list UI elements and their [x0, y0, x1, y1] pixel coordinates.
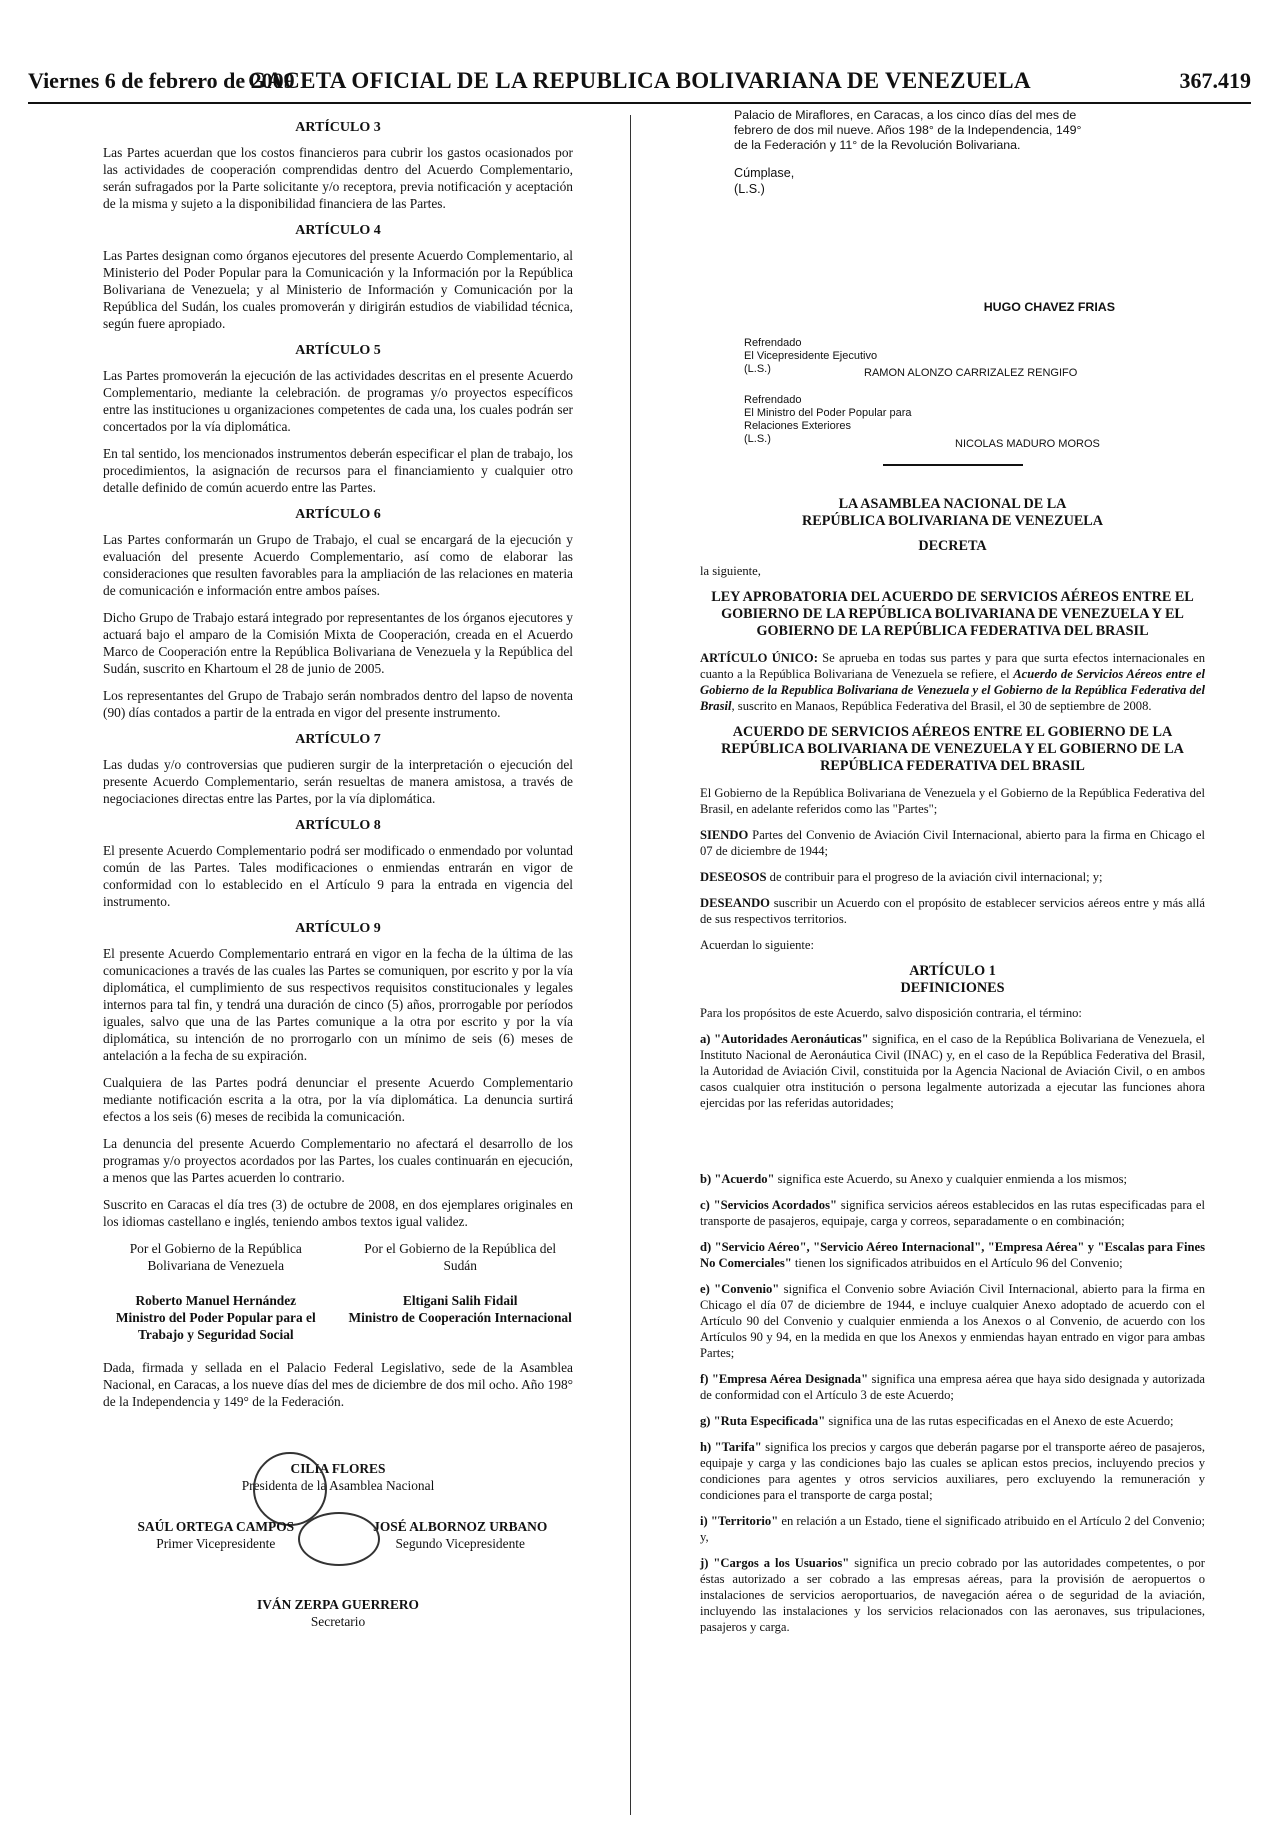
- article-5-p1: Las Partes promoverán la ejecución de las actividades descritas en el presente Acuerdo Complementario, mediante la celebración. de programas y/o proyectos específicos entre las instituciones u organizaciones competentes de cada una, los cuales podrán ser concertados por la vía diplomática.: [103, 368, 573, 434]
- article-8-text: El presente Acuerdo Complementario podrá ser modificado o enmendado por voluntad común de las Partes. Tales modificaciones o enmiendas entrarán en vigor de conformidad con lo establecido en el Artículo 9 para la entrada en vigencia del instrumento.: [103, 843, 573, 909]
- ref2-office-2: Relaciones Exteriores: [744, 420, 851, 432]
- article-4-text: Las Partes designan como órganos ejecutores del presente Acuerdo Complementario, al Ministerio del Poder Popular para la Comunicación y la Información por la República Bolivariana de Venezuela; y al Ministerio de Información y Comunicación por la República del Sudán, los cuales promoverán y dirigirán estudios de viabilidad técnica, según fuere apropiado.: [103, 248, 573, 331]
- article-8-title: ARTÍCULO 8: [295, 818, 381, 833]
- article-9-p2: Cualquiera de las Partes podrá denunciar el presente Acuerdo Complementario mediante notificación escrita a la otra, por la vía diplomática. La denuncia surtirá efectos a los seis (6) meses de recibida la comunicación.: [103, 1075, 573, 1124]
- ref1-name: RAMON ALONZO CARRIZALEZ RENGIFO: [864, 367, 1078, 379]
- ref2-office: El Ministro del Poder Popular para: [744, 407, 912, 419]
- definition-a-label: a) "Autoridades Aeronáuticas": [700, 1032, 869, 1046]
- secretary-name: IVÁN ZERPA GUERRERO: [257, 1597, 419, 1612]
- vp2-name: JOSÉ ALBORNOZ URBANO: [373, 1519, 548, 1534]
- definition-d: [700, 1239, 1205, 1271]
- definition-d-text: tienen los significados atribuidos en el Artículo 96 del Convenio;: [791, 1256, 1123, 1270]
- acuerdo-title: ACUERDO DE SERVICIOS AÉREOS ENTRE EL GOBIERNO DE LA REPÚBLICA BOLIVARIANA DE VENEZUELA Y EL GOBIERNO DE LA REPÚBLICA FEDERATIVA DEL BRASIL: [721, 724, 1184, 774]
- article-7-text: Las dudas y/o controversias que pudieren surgir de la interpretación o ejecución del presente Acuerdo Complementario, serán resueltas de manera amistosa, a través de negociaciones directas entre las Partes, por la vía diplomática.: [103, 757, 573, 806]
- article-9-p4: Suscrito en Caracas el día tres (3) de octubre de 2008, en dos ejemplares originales en los idiomas castellano e inglés, teniendo ambos textos igual validez.: [103, 1197, 573, 1229]
- definition-g-label: g) "Ruta Especificada": [700, 1414, 826, 1428]
- articulo-unico-text-1: Se aprueba en todas sus partes y para que surta efectos internacionales en cuanto a la República Bolivariana de Venezuela se refiere, el: [700, 651, 1205, 681]
- vp1-role: Primer Vicepresidente: [156, 1536, 276, 1551]
- definition-c-label: c) "Servicios Acordados": [700, 1198, 837, 1212]
- cumplase: Cúmplase,: [734, 166, 795, 180]
- article-7-title: ARTÍCULO 7: [295, 732, 381, 747]
- president-name: CILIA FLORES: [290, 1461, 386, 1476]
- signatory-venezuela-role: Ministro del Poder Popular para el Trabajo y Seguridad Social: [115, 1310, 316, 1342]
- signatory-sudan-for: Por el Gobierno de la República del Sudán: [364, 1241, 557, 1273]
- definition-c: [700, 1197, 1205, 1229]
- article-3-text: Las Partes acuerdan que los costos financieros para cubrir los gastos ocasionados por las actividades de cooperación comprendidas dentro del Acuerdo Complementario, serán sufragados por la Parte solicitante y/o receptora, previa notificación y aceptación de la misma y sujeto a la disponibilidad financiera de las Partes.: [103, 145, 573, 211]
- definition-a-text: significa, en el caso de la República Bolivariana de Venezuela, el Instituto Nacional de Aeronáutica Civil (INAC) y, en el caso de la República Federativa del Brasil, la Autoridad de Aviación Civil, constituida por la Agencia Nacional de Aviación Civil, o en ambos casos cualquier otra institución o persona legalmente autorizada a ejecutar las funciones ahora ejercidas por las referidas autoridades;: [700, 1032, 1205, 1110]
- secretary-role: Secretario: [310, 1614, 366, 1629]
- president-role: Presidenta de la Asamblea Nacional: [241, 1478, 435, 1493]
- palacio-text: Palacio de Miraflores, en Caracas, a los cinco días del mes de febrero de dos mil nueve. Años 198° de la Independencia, 149° de la Federación y 11° de la Revolución Bolivariana.: [734, 108, 1082, 152]
- deseando: [700, 895, 1205, 927]
- secretary-signature: [103, 1596, 573, 1630]
- definition-h: [700, 1439, 1205, 1503]
- assembly-seal-icon: [253, 1452, 327, 1526]
- definition-f-label: f) "Empresa Aérea Designada": [700, 1372, 869, 1386]
- vp1-name: SAÚL ORTEGA CAMPOS: [137, 1519, 295, 1534]
- article-6-p3: Los representantes del Grupo de Trabajo serán nombrados dentro del lapso de noventa (90) días contados a partir de la entrada en vigor del presente instrumento.: [103, 688, 573, 720]
- article-9-p3: La denuncia del presente Acuerdo Complementario no afectará el desarrollo de los programas y/o proyectos acordados por las Partes, los cuales continuarán en ejecución, a menos que las Partes acuerden lo contrario.: [103, 1136, 573, 1185]
- ref1-office: El Vicepresidente Ejecutivo: [744, 350, 878, 362]
- articulo-unico: [700, 650, 1205, 714]
- first-vicepresident: [103, 1518, 329, 1552]
- ley-title: LEY APROBATORIA DEL ACUERDO DE SERVICIOS AÉREOS ENTRE EL GOBIERNO DE LA REPÚBLICA BOLIVARIANA DE VENEZUELA Y EL GOBIERNO DE LA REPÚBLICA FEDERATIVA DEL BRASIL: [711, 589, 1194, 639]
- definition-a: [700, 1031, 1205, 1111]
- definition-j-label: j) "Cargos a los Usuarios": [700, 1556, 850, 1570]
- presidency-seal-icon: [298, 1512, 380, 1566]
- dada-paragraph: Dada, firmada y sellada en el Palacio Federal Legislativo, sede de la Asamblea Nacional, en Caracas, a los nueve días del mes de diciembre de dos mil ocho. Año 198° de la Independencia y 149° de la Federación.: [103, 1360, 573, 1409]
- article-1-subtitle: DEFINICIONES: [900, 980, 1005, 996]
- ref2-name: NICOLAS MADURO MOROS: [955, 438, 1100, 450]
- definition-j-text: significa un precio cobrado por las autoridades competentes, o por éstas autorizado a ser cobrado a las empresas aéreas, para la provisión de aeropuertos o instalaciones de servicios aeroportuarios, de navegación aérea o de seguridad de la aviación, incluyendo las instalaciones y los servicios relacionados con las aeronaves, sus tripulaciones, pasajeros y carga.: [700, 1556, 1205, 1634]
- page-number: 367.419: [1179, 68, 1251, 93]
- header-title: GACETA OFICIAL DE LA REPUBLICA BOLIVARIANA DE VENEZUELA: [248, 68, 1031, 93]
- asamblea-line-1: LA ASAMBLEA NACIONAL DE LA: [838, 496, 1067, 512]
- definition-i-text: en relación a un Estado, tiene el significado atribuido en el Artículo 2 del Convenio; y,: [700, 1514, 1206, 1544]
- la-siguiente: la siguiente,: [700, 564, 761, 578]
- cumplase-ls: (L.S.): [734, 182, 765, 196]
- siendo-text: Partes del Convenio de Aviación Civil Internacional, abierto para la firma en Chicago el 07 de diciembre de 1944;: [700, 828, 1205, 858]
- article-4-title: ARTÍCULO 4: [295, 223, 381, 238]
- article-6-p1: Las Partes conformarán un Grupo de Trabajo, el cual se encargará de la ejecución y evaluación del presente Acuerdo Complementario, así como de elaborar las consideraciones que resulten favorables para la ampliación de las relaciones en materia de comunicación e información entre ambos países.: [103, 532, 573, 598]
- definition-h-label: h) "Tarifa": [700, 1440, 762, 1454]
- definition-f-text: significa una empresa aérea que haya sido designada y autorizada de conformidad con el Artículo 3 de este Acuerdo;: [700, 1372, 1205, 1402]
- acuerdo-intro: El Gobierno de la República Bolivariana de Venezuela y el Gobierno de la República Federativa del Brasil, en adelante referidos como las "Partes";: [700, 786, 1205, 816]
- articulo-unico-text-2: , suscrito en Manaos, República Federativa del Brasil, el 30 de septiembre de 2008.: [731, 699, 1152, 713]
- article-3-title: ARTÍCULO 3: [295, 120, 381, 135]
- refrendo-canciller: [700, 394, 1205, 450]
- vp2-role: Segundo Vicepresidente: [395, 1536, 525, 1551]
- deseosos: [700, 869, 1205, 885]
- definition-e-label: e) "Convenio": [700, 1282, 780, 1296]
- president-signature: [103, 1460, 573, 1494]
- ref1-ls: (L.S.): [744, 363, 771, 375]
- deseando-text: suscribir un Acuerdo con el propósito de establecer servicios aéreos entre y más allá de sus respectivos territorios.: [700, 896, 1205, 926]
- definition-b-text: significa este Acuerdo, su Anexo y cualquier enmienda a los mismos;: [774, 1172, 1128, 1186]
- signatories: [103, 1240, 573, 1343]
- article-9-title: ARTÍCULO 9: [295, 921, 381, 936]
- header-date: Viernes 6 de febrero de 2009: [28, 68, 295, 93]
- definition-d-label: d) "Servicio Aéreo", "Servicio Aéreo Internacional", "Empresa Aérea" y "Escalas para Fines No Comerciales": [700, 1240, 1205, 1270]
- definition-h-text: significa los precios y cargos que deberán pagarse por el transporte aéreo de pasajeros, equipaje y carga y las condiciones bajo las cuales se aplican estos precios, incluyendo precios y condiciones para agentes y otros servicios auxiliares, pero excluyendo la remuneración y condiciones para el transporte de carga postal;: [700, 1440, 1205, 1502]
- articulo-unico-label: ARTÍCULO ÚNICO:: [700, 651, 818, 665]
- definition-b-label: b) "Acuerdo": [700, 1172, 775, 1186]
- asamblea-line-2: REPÚBLICA BOLIVARIANA DE VENEZUELA: [801, 513, 1104, 529]
- definition-e-text: significa el Convenio sobre Aviación Civil Internacional, abierto para la firma en Chicago el día 07 de diciembre de 1944, e incluye cualquier Anexo adoptado de acuerdo con el Artículo 90 del Convenio y cualquier enmienda a los Anexos o al Convenio, de acuerdo con los Artículos 90 y 94, en la medida en que los Anexos y enmiendas hayan entrado en vigor para ambas Partes;: [700, 1282, 1205, 1360]
- definition-g: [700, 1413, 1205, 1429]
- definition-i: [700, 1513, 1205, 1545]
- articulo-unico-italic: Acuerdo de Servicios Aéreos entre el Gobierno de la Republica Bolivariana de Venezuela y el Gobierno de la República Federativa del Brasil: [700, 667, 1206, 713]
- signatory-sudan-name: Eltigani Salih Fidail: [402, 1293, 518, 1308]
- article-6-title: ARTÍCULO 6: [295, 507, 381, 522]
- right-column: [700, 108, 1205, 1645]
- deseosos-text: de contribuir para el progreso de la aviación civil internacional; y;: [766, 870, 1103, 884]
- article-5-title: ARTÍCULO 5: [295, 343, 381, 358]
- left-column: [103, 113, 573, 1630]
- signatory-venezuela-name: Roberto Manuel Hernández: [135, 1293, 297, 1308]
- president-hugo: HUGO CHAVEZ FRIAS: [983, 300, 1115, 314]
- article-6-p2: Dicho Grupo de Trabajo estará integrado por representantes de los órganos ejecutores y actuará bajo el amparo de la Comisión Mixta de Cooperación, creada en el Acuerdo Marco de Cooperación entre la República Bolivariana de Venezuela y la República del Sudán, suscrito en Khartoum el 28 de junio de 2005.: [103, 610, 573, 676]
- definition-e: [700, 1281, 1205, 1361]
- ref1-refrendado: Refrendado: [744, 337, 802, 349]
- column-divider: [630, 115, 631, 1815]
- article-5-p2: En tal sentido, los mencionados instrumentos deberán especificar el plan de trabajo, los procedimientos, la asignación de recursos para el financiamiento y cualquier otro detalle definido de común acuerdo entre las Partes.: [103, 446, 573, 495]
- signatory-venezuela-for: Por el Gobierno de la República Bolivariana de Venezuela: [129, 1241, 302, 1273]
- deseando-label: DESEANDO: [700, 896, 770, 910]
- refrendo-vicepresidente: [700, 337, 1205, 379]
- signatory-sudan: [347, 1240, 573, 1343]
- definition-c-text: significa servicios aéreos establecidos en las rutas especificadas para el transporte de pasajeros, equipaje, carga y correos, separadamente o en combinación;: [700, 1198, 1205, 1228]
- gazette-header: [28, 68, 1251, 104]
- definition-j: [700, 1555, 1205, 1635]
- decreta: DECRETA: [918, 538, 987, 554]
- siendo-label: SIENDO: [700, 828, 749, 842]
- article-1-title: ARTÍCULO 1: [909, 963, 996, 979]
- gap: [700, 1121, 1205, 1171]
- ref2-refrendado: Refrendado: [744, 394, 802, 406]
- deseosos-label: DESEOSOS: [700, 870, 767, 884]
- second-vicepresident: [347, 1518, 573, 1552]
- definition-b: [700, 1171, 1205, 1187]
- signatory-sudan-role: Ministro de Cooperación Internacional: [348, 1310, 572, 1325]
- propositos: Para los propósitos de este Acuerdo, salvo disposición contraria, el término:: [700, 1006, 1082, 1020]
- separator-line: [883, 464, 1023, 466]
- acuerdan: Acuerdan lo siguiente:: [700, 938, 815, 952]
- definition-f: [700, 1371, 1205, 1403]
- vicepresidents: [103, 1518, 573, 1552]
- siendo: [700, 827, 1205, 859]
- article-9-p1: El presente Acuerdo Complementario entrará en vigor en la fecha de la última de las comunicaciones a través de las cuales las Partes se comuniquen, por escrito y por la vía diplomática, el cumplimiento de sus respectivos requisitos constitucionales y legales internos para tal fin, y tendrá una duración de cinco (5) años, prorrogable por períodos iguales, salvo que una de las Partes comunique a la otra por escrito y por la vía diplomática, su intención de no prorrogarlo con un mínimo de seis (6) meses de antelación a la fecha de su expiración.: [103, 946, 573, 1063]
- signatory-venezuela: [103, 1240, 329, 1343]
- definition-i-label: i) "Territorio": [700, 1514, 779, 1528]
- definition-g-text: significa una de las rutas especificadas en el Anexo de este Acuerdo;: [825, 1414, 1174, 1428]
- ref2-ls: (L.S.): [744, 433, 771, 445]
